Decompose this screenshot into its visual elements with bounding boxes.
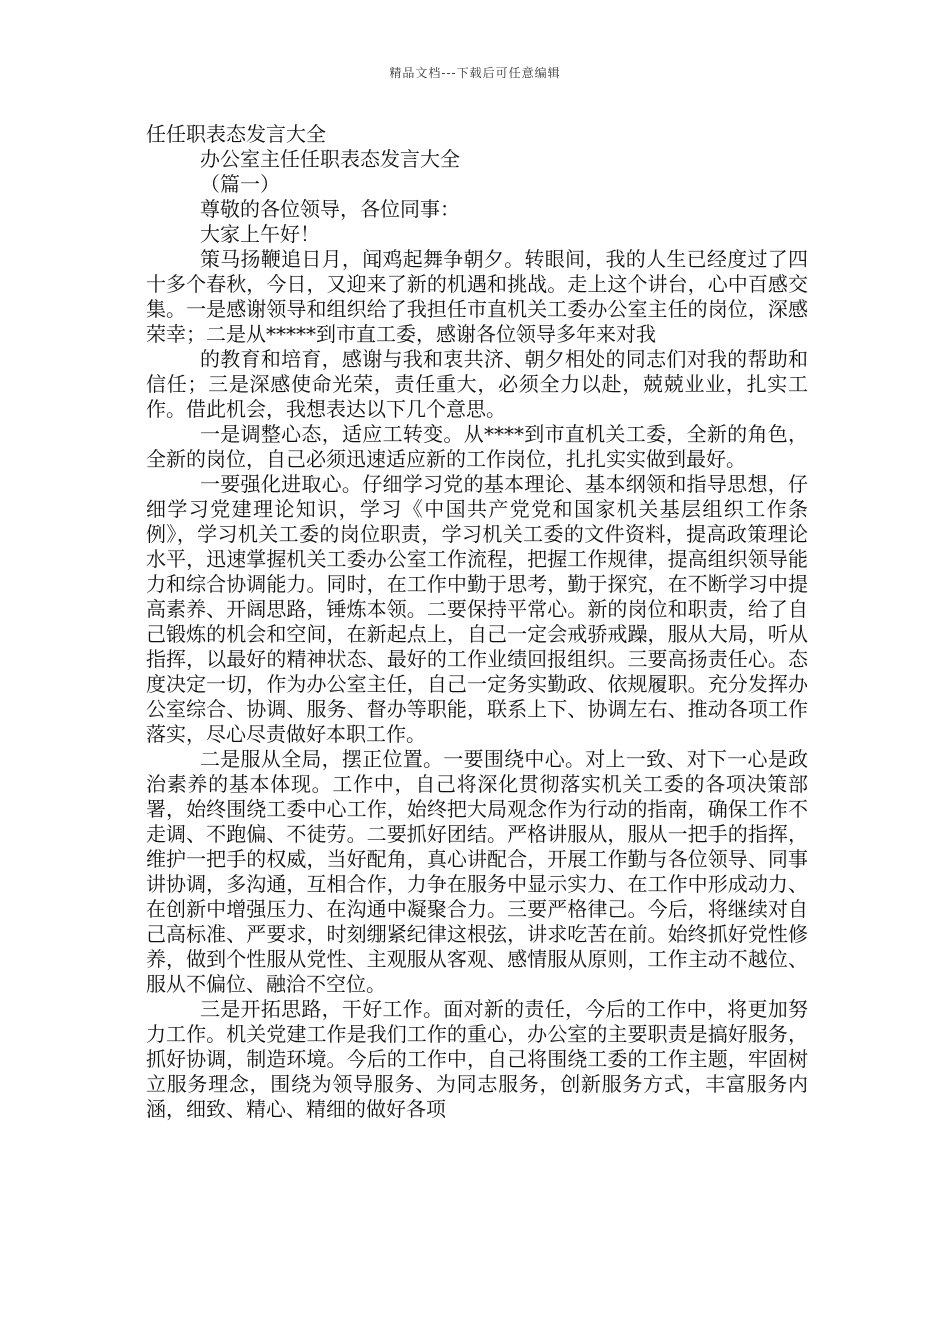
- paragraph-6: 三是开拓思路，干好工作。面对新的责任，今后的工作中，将更加努力工作。机关党建工作是我们工作的重心，办公室的主要职责是搞好服务，抓好协调，制造环境。今后的工作中，自己将围绕工委的工作主题，牢固树立服务理念，围绕为领导服务、为同志服务，创新服务方式，丰富服务内涵，细致、精心、精细的做好各项: [146, 997, 808, 1121]
- page-header: 精品文档---下载后可任意编辑: [389, 66, 561, 80]
- greeting: 大家上午好！: [200, 222, 320, 246]
- document-title: 任任职表态发言大全: [146, 122, 326, 146]
- paragraph-5: 二是服从全局，摆正位置。一要围绕中心。对上一致、对下一心是政治素养的基本体现。工作中，自己将深化贯彻落实机关工委的各项决策部署，始终围绕工委中心工作，始终把大局观念作为行动的指南，确保工作不走调、不跑偏、不徒劳。二要抓好团结。严格讲服从，服从一把手的指挥，维护一把手的权威，当好配角，真心讲配合，开展工作勤与各位领导、同事讲协调，多沟通，互相合作，力争在服务中显示实力、在工作中形成动力、在创新中增强压力、在沟通中凝聚合力。三要严格律己。今后，将继续对自己高标准、严要求，时刻绷紧纪律这根弦，讲求吃苦在前。始终抓好党性修养，做到个性服从党性、主观服从客观、感情服从原则，工作主动不越位、服从不偏位、融洽不空位。: [146, 747, 808, 996]
- paragraph-4: 一要强化进取心。仔细学习党的基本理论、基本纲领和指导思想，仔细学习党建理论知识，学习《中国共产党党和国家机关基层组织工作条例》，学习机关工委的岗位职责，学习机关工委的文件资料，提高政策理论水平，迅速掌握机关工委办公室工作流程，把握工作规律，提高组织领导能力和综合协调能力。同时，在工作中勤于思考，勤于探究，在不断学习中提高素养、开阔思路，锤炼本领。二要保持平常心。新的岗位和职责，给了自己锻炼的机会和空间，在新起点上，自己一定会戒骄戒躁，服从大局，听从指挥，以最好的精神状态、最好的工作业绩回报组织。三要高扬责任心。态度决定一切，作为办公室主任，自己一定务实勤政、依规履职。充分发挥办公室综合、协调、服务、督办等职能，联系上下、协调左右、推动各项工作落实，尽心尽责做好本职工作。: [146, 472, 808, 746]
- paragraph-1: 策马扬鞭追日月，闻鸡起舞争朝夕。转眼间，我的人生已经度过了四十多个春秋，今日，又迎来了新的机遇和挑战。走上这个讲台，心中百感交集。一是感谢领导和组织给了我担任市直机关工委办公室主任的岗位，深感荣幸；二是从*****到市直工委，感谢各位领导多年来对我: [146, 247, 808, 346]
- paragraph-2: 的教育和培育，感谢与我和衷共济、朝夕相处的同志们对我的帮助和信任；三是深感使命光荣，责任重大，必须全力以赴，兢兢业业，扎实工作。借此机会，我想表达以下几个意思。: [146, 347, 808, 421]
- paragraph-3: 一是调整心态，适应工转变。从****到市直机关工委，全新的角色，全新的岗位，自己必须迅速适应新的工作岗位，扎扎实实做到最好。: [146, 422, 808, 471]
- document-body: [146, 122, 808, 1122]
- salutation: 尊敬的各位领导，各位同事：: [200, 197, 460, 221]
- section-label: （篇一）: [200, 172, 280, 196]
- document-subtitle: 办公室主任任职表态发言大全: [200, 147, 460, 171]
